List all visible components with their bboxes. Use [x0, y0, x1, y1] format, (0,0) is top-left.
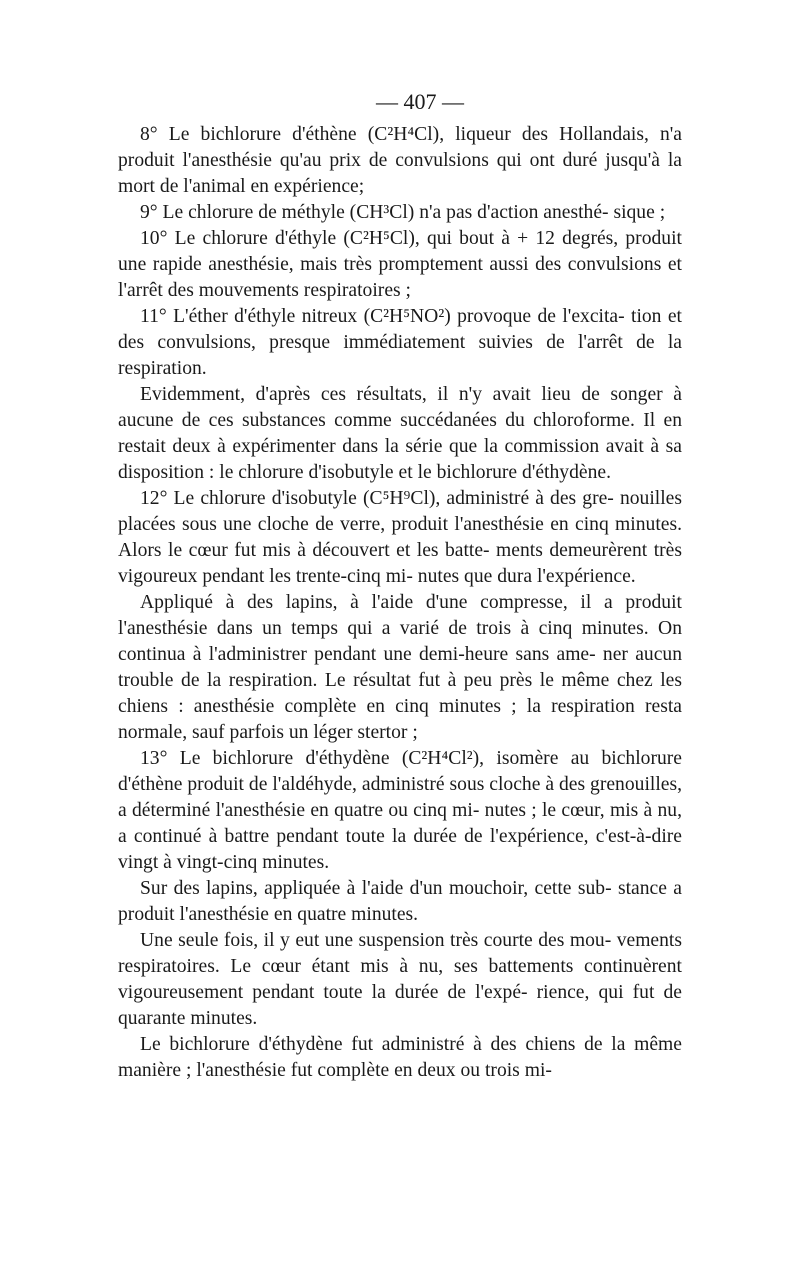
paragraph-respiratory-suspension: Une seule fois, il y eut une suspension très courte des mou- vements respiratoires. Le cœur étant mis à nu, ses battements continuèrent vigoureusement pendant toute la durée de l'expé- rience, qui fut de quarante minutes. — [118, 930, 682, 1029]
paragraph-dogs-ethydene: Le bichlorure d'éthydène fut administré à des chiens de la même manière ; l'anesthésie fut complète en deux ou trois mi- — [118, 1034, 682, 1081]
paragraph-rabbits-ethydene: Sur des lapins, appliquée à l'aide d'un mouchoir, cette sub- stance a produit l'anesthésie en quatre minutes. — [118, 878, 682, 925]
paragraph-rabbits-isobutyle: Appliqué à des lapins, à l'aide d'une compresse, il a produit l'anesthésie dans un temps qui a varié de trois à cinq minutes. On continua à l'administrer pendant une demi-heure sans ame- ner aucun trouble de la respiration. Le résultat fut à peu près le même chez les chiens : anesthésie complète en cinq minutes ; la respiration resta normale, sauf parfois un léger stertor ; — [118, 592, 682, 743]
paragraph-item-9: 9° Le chlorure de méthyle (CH³Cl) n'a pas d'action anesthé- sique ; — [140, 202, 666, 223]
paragraph-item-13: 13° Le bichlorure d'éthydène (C²H⁴Cl²), isomère au bichlorure d'éthène produit de l'aldéhyde, administré sous cloche à des grenouilles, a déterminé l'anesthésie en quatre ou cinq mi- nutes ; le cœur, mis à nu, a continué à battre pendant toute la durée de l'expérience, c'est-à-dire vingt à vingt-cinq minutes. — [118, 748, 682, 873]
page-number: — 407 — — [376, 89, 464, 114]
paragraph-conclusion: Evidemment, d'après ces résultats, il n'y avait lieu de songer à aucune de ces substances comme succédanées du chloroforme. Il en restait deux à expérimenter dans la série que la commission avait à sa disposition : le chlorure d'isobutyle et le bichlorure d'éthydène. — [118, 384, 682, 483]
paragraph-item-11: 11° L'éther d'éthyle nitreux (C²H⁵NO²) provoque de l'excita- tion et des convulsions, presque immédiatement suivies de l'arrêt de la respiration. — [118, 306, 682, 379]
paragraph-item-8: 8° Le bichlorure d'éthène (C²H⁴Cl), liqueur des Hollandais, n'a produit l'anesthésie qu'au prix de convulsions qui ont duré jusqu'à la mort de l'animal en expérience; — [118, 124, 682, 197]
paragraph-item-12: 12° Le chlorure d'isobutyle (C⁵H⁹Cl), administré à des gre- nouilles placées sous une cloche de verre, produit l'anesthésie en cinq minutes. Alors le cœur fut mis à découvert et les batte- ments demeurèrent très vigoureux pendant les trente-cinq mi- nutes que dura l'expérience. — [118, 488, 682, 587]
paragraph-item-10: 10° Le chlorure d'éthyle (C²H⁵Cl), qui bout à + 12 degrés, produit une rapide anesthésie, mais très promptement aussi des convulsions et l'arrêt des mouvements respiratoires ; — [118, 228, 682, 301]
book-page — [118, 88, 682, 1084]
